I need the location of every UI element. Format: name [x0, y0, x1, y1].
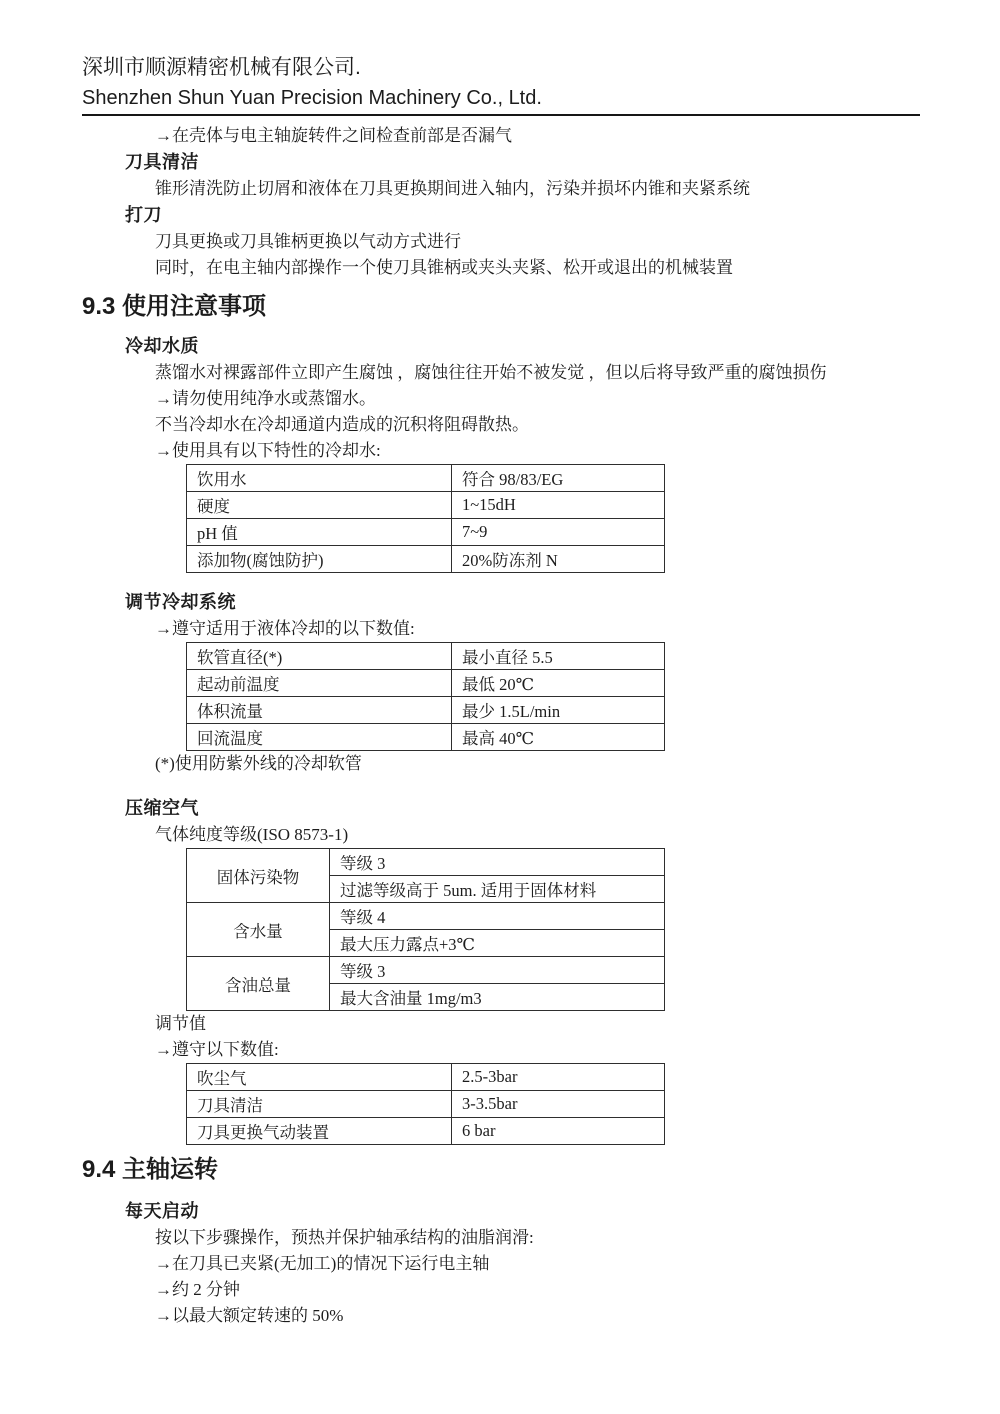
tool-cleaning-heading: 刀具清洁 [125, 152, 199, 172]
spec-key: 添加物(腐蚀防护) [187, 546, 452, 573]
adjust-value-label: 调节值 [155, 1014, 206, 1033]
table-row [187, 1091, 665, 1118]
company-header [82, 0, 920, 116]
tool-knock-heading: 打刀 [125, 205, 162, 225]
spec-value: 20%防冻剂 N [452, 546, 665, 573]
purity-group-label: 固体污染物 [187, 849, 330, 903]
purity-value: 过滤等级高于 5um. 适用于固体材料 [330, 876, 665, 903]
cooling-system-line1: →遵守适用于液体冷却的以下数值: [155, 619, 415, 638]
table-row [187, 849, 665, 876]
tool-knock-line2: 同时，在电主轴内部操作一个使刀具锥柄或夹头夹紧、松开或退出的机械装置 [155, 258, 733, 277]
purity-value: 等级 3 [330, 849, 665, 876]
spec-value: 最高 40℃ [452, 724, 665, 751]
spec-value: 最低 20℃ [452, 670, 665, 697]
spec-value: 3-3.5bar [452, 1091, 665, 1118]
table-row [187, 643, 665, 670]
spec-value: 符合 98/83/EG [452, 465, 665, 492]
spec-value: 7~9 [452, 519, 665, 546]
table-row [187, 465, 665, 492]
daily-start-line2: →在刀具已夹紧(无加工)的情况下运行电主轴 [155, 1254, 490, 1273]
daily-start-line4: →以最大额定转速的 50% [155, 1306, 344, 1325]
air-pressure-values-table [186, 1063, 665, 1145]
cooling-water-line3: 不当冷却水在冷却通道内造成的沉积将阻碍散热。 [155, 415, 529, 434]
section-9-3-title: 9.3 使用注意事项 [82, 293, 267, 320]
spec-key: 体积流量 [187, 697, 452, 724]
spec-value: 2.5-3bar [452, 1064, 665, 1091]
cooling-water-heading: 冷却水质 [125, 336, 199, 356]
daily-start-line3: →约 2 分钟 [155, 1280, 240, 1299]
table-row [187, 697, 665, 724]
table-row [187, 724, 665, 751]
spec-key: 回流温度 [187, 724, 452, 751]
spec-value: 1~15dH [452, 492, 665, 519]
daily-start-line1: 按以下步骤操作，预热并保护轴承结构的油脂润滑: [155, 1228, 534, 1247]
cooling-water-line1: 蒸馏水对裸露部件立即产生腐蚀 ，腐蚀往往开始不被发觉 ，但以后将导致严重的腐蚀损伤 [155, 363, 827, 382]
spec-key: 软管直径(*) [187, 643, 452, 670]
company-name-cn: 深圳市顺源精密机械有限公司. [82, 56, 361, 79]
purity-group-label: 含油总量 [187, 957, 330, 1011]
company-name-en: Shenzhen Shun Yuan Precision Machinery Co., Ltd. [82, 87, 542, 109]
purity-value: 等级 4 [330, 903, 665, 930]
table-row [187, 903, 665, 930]
daily-start-heading: 每天启动 [125, 1201, 199, 1221]
cooling-system-heading: 调节冷却系统 [125, 592, 236, 612]
table-row [187, 492, 665, 519]
spec-value: 6 bar [452, 1118, 665, 1145]
section-9-4-title: 9.4 主轴运转 [82, 1156, 219, 1183]
check-air-leak-line: →在壳体与电主轴旋转件之间检查前部是否漏气 [155, 126, 512, 145]
table-row [187, 957, 665, 984]
table-row [187, 1064, 665, 1091]
spec-key: 刀具更换气动装置 [187, 1118, 452, 1145]
tool-knock-line1: 刀具更换或刀具锥柄更换以气动方式进行 [155, 232, 461, 251]
table-row [187, 546, 665, 573]
table-row [187, 670, 665, 697]
cooling-water-spec-table [186, 464, 665, 573]
spec-key: 刀具清洁 [187, 1091, 452, 1118]
table-row [187, 519, 665, 546]
spec-key: 起动前温度 [187, 670, 452, 697]
cooling-water-line4: →使用具有以下特性的冷却水: [155, 441, 381, 460]
purity-group-label: 含水量 [187, 903, 330, 957]
uv-hose-footnote: (*)使用防紫外线的冷却软管 [155, 754, 362, 773]
spec-value: 最小直径 5.5 [452, 643, 665, 670]
air-purity-line: 气体纯度等级(ISO 8573-1) [155, 825, 349, 844]
purity-value: 最大压力露点+3℃ [330, 930, 665, 957]
compressed-air-heading: 压缩空气 [125, 798, 199, 818]
spec-key: 饮用水 [187, 465, 452, 492]
table-row [187, 1118, 665, 1145]
tool-cleaning-body: 锥形清洗防止切屑和液体在刀具更换期间进入轴内，污染并损坏内锥和夹紧系统 [155, 179, 750, 198]
cooling-water-line2: →请勿使用纯净水或蒸馏水。 [155, 389, 376, 408]
purity-value: 等级 3 [330, 957, 665, 984]
spec-key: 吹尘气 [187, 1064, 452, 1091]
cooling-system-values-table [186, 642, 665, 751]
spec-value: 最少 1.5L/min [452, 697, 665, 724]
purity-value: 最大含油量 1mg/m3 [330, 984, 665, 1011]
air-values-line: →遵守以下数值: [155, 1040, 279, 1059]
spec-key: pH 值 [187, 519, 452, 546]
spec-key: 硬度 [187, 492, 452, 519]
air-purity-table [186, 848, 665, 1011]
